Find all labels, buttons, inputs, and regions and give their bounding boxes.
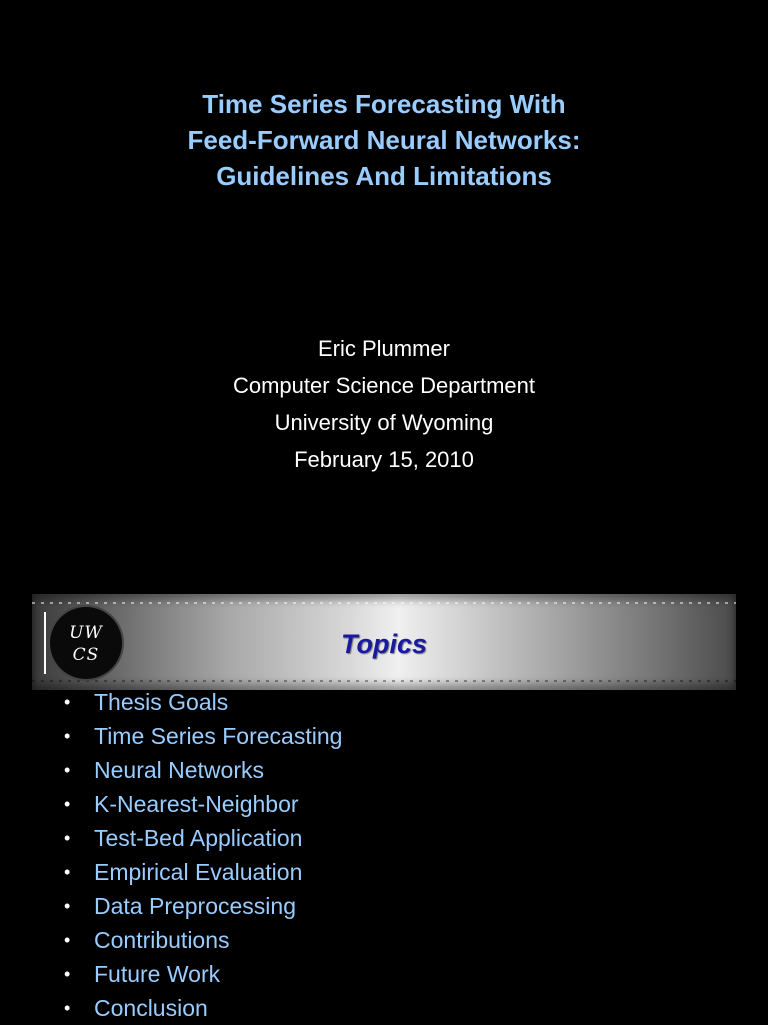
list-item [64, 821, 342, 855]
topic-label: Contributions [94, 927, 230, 953]
title-line-3: Guidelines And Limitations [216, 161, 552, 191]
bullet-icon: • [64, 760, 71, 780]
author-name: Eric Plummer [317, 336, 450, 361]
topic-label: Data Preprocessing [94, 893, 296, 919]
list-item [64, 923, 342, 957]
topic-label: Thesis Goals [94, 689, 229, 715]
topic-label: Time Series Forecasting [94, 723, 343, 749]
list-item [64, 719, 342, 753]
banner-heading: Topics [340, 629, 427, 659]
bullet-icon: • [64, 930, 71, 950]
bullet-icon: • [64, 828, 71, 848]
slide-title [0, 86, 768, 194]
topics-list [64, 685, 342, 1025]
list-item [64, 991, 342, 1025]
author-block [0, 330, 768, 478]
logo-text-bottom: CS [72, 645, 100, 665]
author-department: Computer Science Department [232, 373, 536, 398]
bullet-icon: • [64, 998, 71, 1018]
title-line-1: Time Series Forecasting With [202, 89, 566, 119]
topic-label: K-Nearest-Neighbor [94, 791, 299, 817]
topic-label: Neural Networks [94, 757, 264, 783]
list-item [64, 855, 342, 889]
bullet-icon: • [64, 964, 71, 984]
topic-label: Conclusion [94, 995, 208, 1021]
bullet-icon: • [64, 896, 71, 916]
title-line-2: Feed-Forward Neural Networks: [187, 125, 581, 155]
list-item [64, 889, 342, 923]
bullet-icon: • [64, 862, 71, 882]
topic-label: Empirical Evaluation [94, 859, 303, 885]
list-item [64, 685, 342, 719]
topic-label: Future Work [94, 961, 221, 987]
list-item [64, 957, 342, 991]
topic-label: Test-Bed Application [94, 825, 303, 851]
bullet-icon: • [64, 692, 71, 712]
bullet-icon: • [64, 726, 71, 746]
list-item [64, 753, 342, 787]
list-item [64, 787, 342, 821]
presentation-date: February 15, 2010 [294, 447, 474, 472]
logo-text-top: UW [69, 623, 103, 643]
bullet-icon: • [64, 794, 71, 814]
author-university: University of Wyoming [274, 410, 494, 435]
